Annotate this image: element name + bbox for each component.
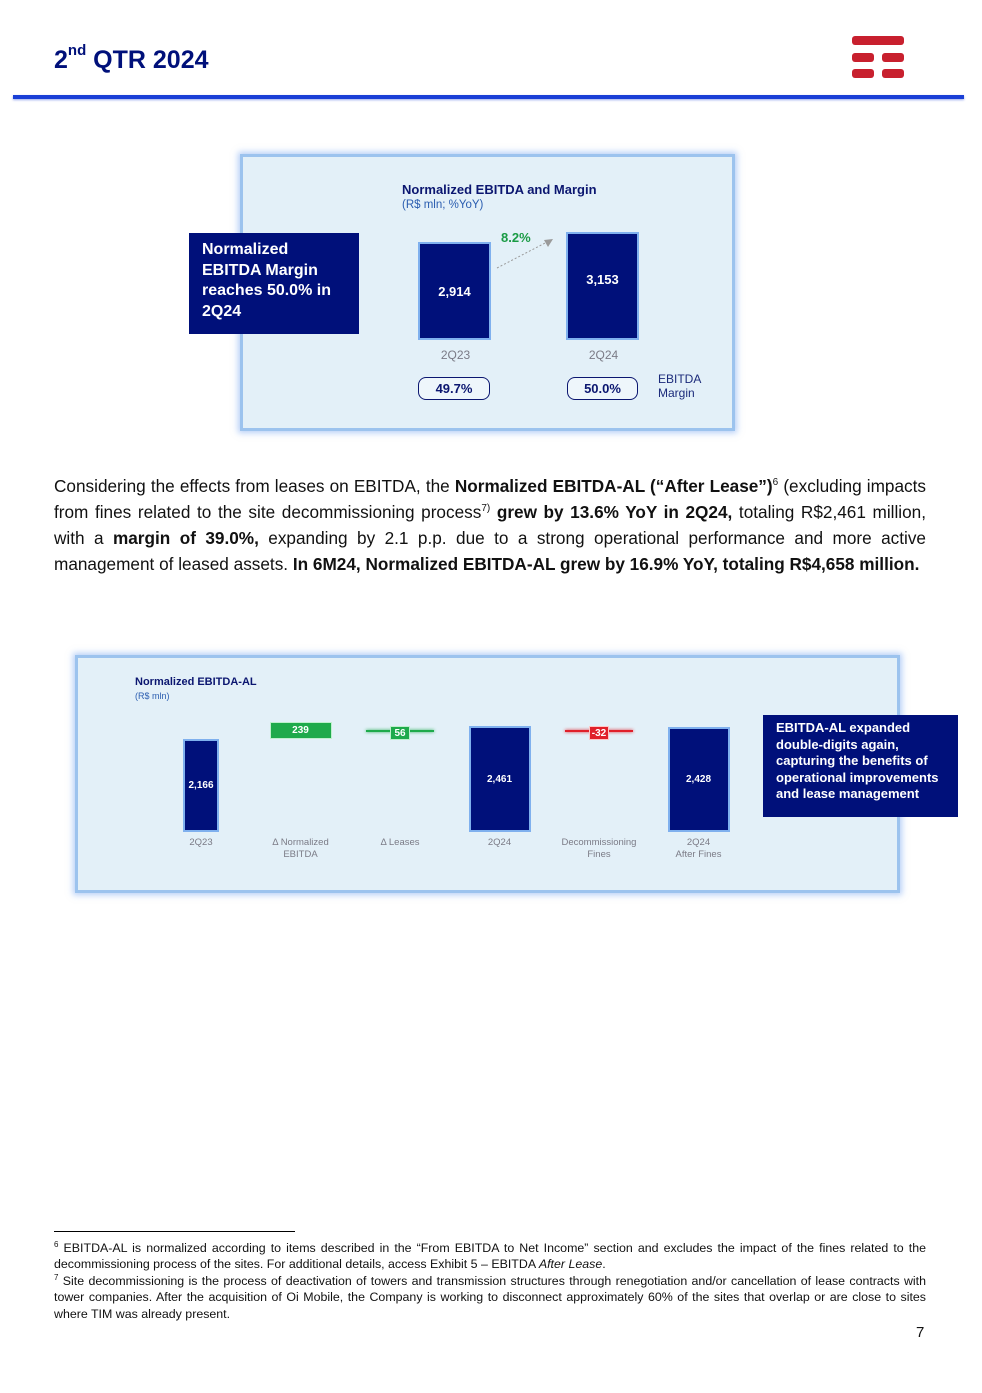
margin-badge-2q23: 49.7% xyxy=(418,377,490,400)
delta-bar-decommissioning-fines: -32 xyxy=(589,726,609,740)
header-divider xyxy=(13,95,964,99)
footnote-6: $^6$ EBITDA-AL is normalized according to items described in the “From EBITDA to Net Income” section and excludes the impact of the fines related to the decommissioning process of the sites. For additional details, access Exhibit 5 – EBITDA After Lease. xyxy=(54,1240,926,1272)
x-tick-label: Δ Leases xyxy=(380,837,420,848)
x-tick-label: 2Q23 xyxy=(189,837,213,848)
bar-2q23: 2,166 xyxy=(183,739,219,832)
footnote-divider xyxy=(54,1231,295,1232)
growth-arrow-icon xyxy=(493,235,563,271)
chart-title: Normalized EBITDA-AL xyxy=(135,676,257,688)
chart-title: Normalized EBITDA and Margin xyxy=(402,182,597,197)
ebitda-margin-callout: Normalized EBITDA Margin reaches 50.0% in 2Q24 xyxy=(189,233,359,334)
page-title: 2nd QTR 2024 xyxy=(54,42,209,74)
body-paragraph: Considering the effects from leases on EBITDA, the Normalized EBITDA-AL (“After Lease”)$^6$ (excluding impacts from fines related to the site decommissioning process$^{7)}$ grew by 13.6% YoY in 2Q24, totaling R$2,461 million, with a margin of 39.0%, expanding by 2.1 p.p. due to a strong operational performance and more active management of leased assets. In 6M24, Normalized EBITDA-AL grew by 16.9% YoY, totaling R$4,658 million. xyxy=(54,476,927,574)
bar-2q24: 3,153 xyxy=(566,232,639,340)
bar-2q24-after-fines: 2,428 xyxy=(668,727,730,832)
chart-subtitle: (R$ mln) xyxy=(135,691,170,701)
x-tick-label: Δ Normalized EBITDA xyxy=(272,837,329,860)
delta-bar-normalized-ebitda: 239 xyxy=(270,722,332,738)
x-tick-label: 2Q24 After Fines xyxy=(675,837,722,860)
margin-legend: EBITDA Margin xyxy=(658,372,702,400)
x-tick-2q23: 2Q23 xyxy=(440,348,471,362)
page-number: 7 xyxy=(916,1324,925,1341)
delta-bar-leases: 56 xyxy=(390,726,410,740)
footnote-7: $^7$ Site decommissioning is the process of deactivation of towers and transmission structures through renegotiation and/or cancellation of lease contracts with tower companies. After the acquisition of Oi Mobile, the Company is working to disconnect approximately 60% of the sites that overlap or are close to sites where TIM was already present. xyxy=(54,1272,926,1321)
bar-2q23: 2,914 xyxy=(418,242,491,340)
x-tick-2q24: 2Q24 xyxy=(588,348,619,362)
margin-badge-2q24: 50.0% xyxy=(567,377,638,400)
chart-subtitle: (R$ mln; %YoY) xyxy=(402,199,484,211)
x-tick-label: Decommissioning Fines xyxy=(561,837,637,860)
ebitda-al-callout: EBITDA-AL expanded double-digits again, capturing the benefits of operational improvements and lease management xyxy=(763,715,958,817)
bar-2q24: 2,461 xyxy=(469,726,531,832)
tim-logo-icon xyxy=(852,36,904,80)
growth-label: 8.2% xyxy=(501,230,531,245)
x-tick-label: 2Q24 xyxy=(487,837,512,848)
footnotes xyxy=(54,1240,926,1322)
